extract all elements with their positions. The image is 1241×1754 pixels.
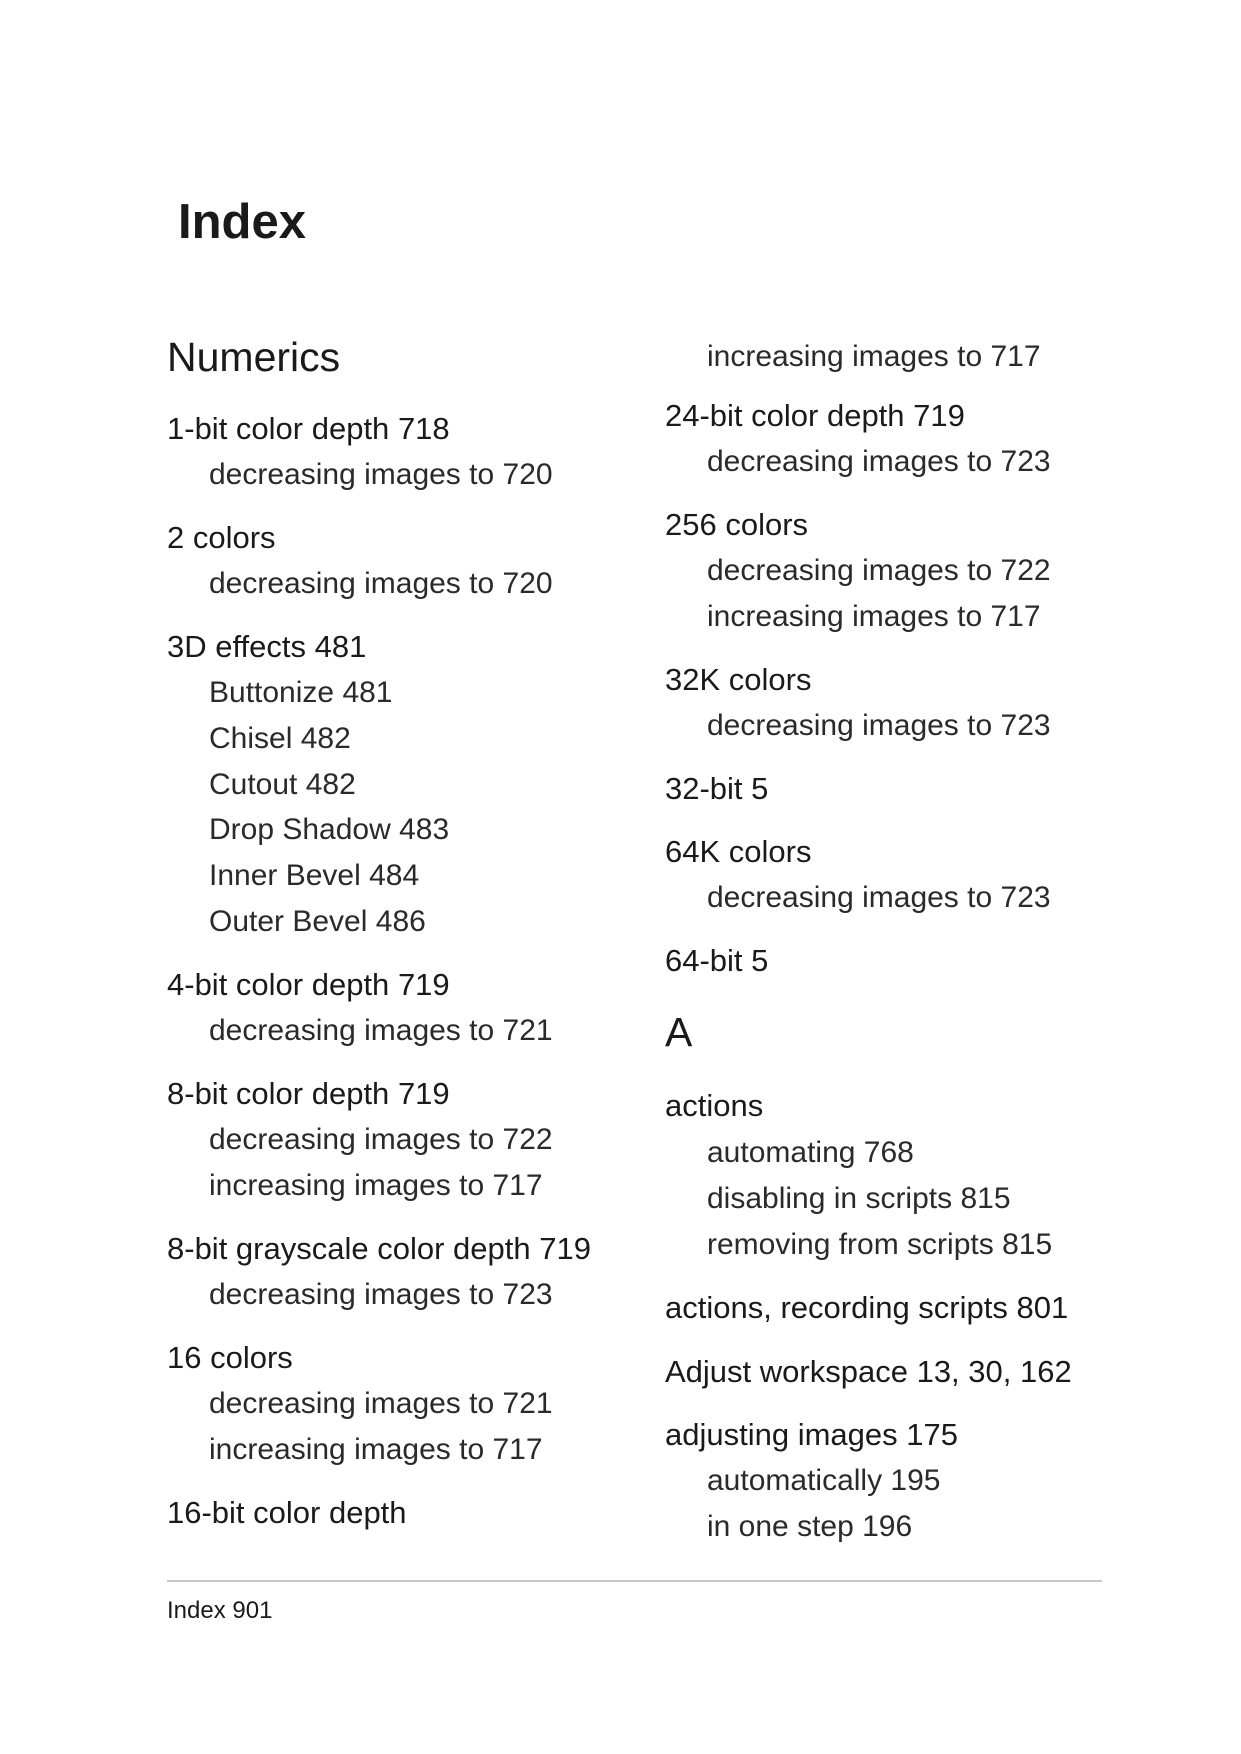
index-entry <box>665 509 808 540</box>
entry-term: actions, recording scripts <box>665 1290 1008 1325</box>
page-footer <box>167 1599 272 1623</box>
index-entry <box>665 1292 1068 1323</box>
index-subentry <box>209 861 419 891</box>
entry-pages: 723 <box>1000 881 1051 914</box>
index-subentry <box>707 447 1051 477</box>
entry-term: adjusting images <box>665 1417 898 1452</box>
entry-pages: 717 <box>492 1433 543 1466</box>
entry-pages: 719 <box>397 967 450 1002</box>
entry-pages: 481 <box>314 629 367 664</box>
entry-term: increasing images to <box>707 340 983 373</box>
entry-pages: 721 <box>502 1387 553 1420</box>
entry-term: 16 colors <box>167 1340 293 1375</box>
entry-term: 1-bit color depth <box>167 411 390 446</box>
index-entry <box>167 1342 293 1373</box>
index-entry <box>167 1078 450 1109</box>
index-entry <box>665 664 811 695</box>
index-subentry <box>209 1389 553 1419</box>
entry-term: actions <box>665 1088 764 1123</box>
index-subentry <box>209 770 356 800</box>
entry-term: Inner Bevel <box>209 859 361 892</box>
entry-pages: 482 <box>300 722 351 755</box>
entry-term: 3D effects <box>167 629 307 664</box>
entry-term: increasing images to <box>209 1433 485 1466</box>
entry-term: in one step <box>707 1510 854 1543</box>
footer-page-number: 901 <box>232 1597 273 1624</box>
entry-pages: 196 <box>862 1510 913 1543</box>
index-entry <box>665 400 965 431</box>
entry-term: 2 colors <box>167 520 276 555</box>
entry-term: decreasing images to <box>209 567 495 600</box>
entry-term: Adjust workspace <box>665 1354 908 1389</box>
entry-pages: 175 <box>906 1417 958 1452</box>
index-subentry <box>707 711 1051 741</box>
index-entry <box>167 413 450 444</box>
entry-term: 32K colors <box>665 662 812 697</box>
index-entry <box>167 631 366 662</box>
entry-pages: 482 <box>305 768 356 801</box>
entry-pages: 719 <box>397 1076 450 1111</box>
index-subentry <box>209 1125 553 1155</box>
entry-term: decreasing images to <box>209 1014 495 1047</box>
entry-term: Outer Bevel <box>209 905 368 938</box>
entry-pages: 5 <box>751 943 769 978</box>
entry-term: 64-bit <box>665 943 743 978</box>
footer-label: Index <box>167 1597 226 1624</box>
index-entry <box>167 1497 407 1528</box>
entry-term: Numerics <box>167 334 341 380</box>
entry-term: increasing images to <box>209 1169 485 1202</box>
entry-pages: 815 <box>960 1182 1011 1215</box>
entry-term: Buttonize <box>209 676 335 709</box>
index-subentry <box>209 724 351 754</box>
entry-term: 4-bit color depth <box>167 967 390 1002</box>
entry-term: decreasing images to <box>209 1123 495 1156</box>
entry-pages: 719 <box>539 1231 591 1266</box>
index-subentry <box>707 602 1041 632</box>
entry-pages: 5 <box>751 771 769 806</box>
index-entry <box>665 1090 763 1121</box>
index-entry <box>167 969 450 1000</box>
entry-term: decreasing images to <box>707 881 993 914</box>
section-heading-a <box>665 1009 693 1055</box>
entry-term: 64K colors <box>665 834 812 869</box>
entry-term: Drop Shadow <box>209 813 391 846</box>
index-entry <box>665 945 768 976</box>
entry-pages: 720 <box>502 567 553 600</box>
entry-pages: 718 <box>397 411 450 446</box>
index-subentry <box>209 1280 553 1310</box>
entry-term: removing from scripts <box>707 1228 994 1261</box>
entry-term: Chisel <box>209 722 293 755</box>
footer-divider <box>167 1580 1102 1582</box>
entry-pages: 717 <box>492 1169 543 1202</box>
entry-term: 8-bit grayscale color depth <box>167 1231 531 1266</box>
index-subentry <box>209 815 449 845</box>
entry-term: decreasing images to <box>209 1278 495 1311</box>
entry-term: decreasing images to <box>707 709 993 742</box>
entry-pages: 486 <box>375 905 426 938</box>
index-entry <box>167 1233 591 1264</box>
index-subentry <box>209 569 553 599</box>
entry-pages: 721 <box>502 1014 553 1047</box>
entry-pages: 768 <box>863 1136 914 1169</box>
page-title: Index <box>178 195 306 249</box>
entry-pages: 815 <box>1002 1228 1053 1261</box>
entry-pages: 723 <box>502 1278 553 1311</box>
entry-pages: 801 <box>1016 1290 1069 1325</box>
index-subentry <box>209 460 553 490</box>
entry-pages: 720 <box>502 458 553 491</box>
index-subentry <box>209 678 393 708</box>
entry-term: 24-bit color depth <box>665 398 905 433</box>
index-subentry <box>209 907 426 937</box>
entry-term: automating <box>707 1136 856 1169</box>
index-entry <box>665 1356 1072 1387</box>
index-entry <box>167 522 276 553</box>
entry-pages: 722 <box>1000 554 1051 587</box>
index-entry <box>665 836 811 867</box>
entry-term: decreasing images to <box>707 554 993 587</box>
entry-term: decreasing images to <box>209 458 495 491</box>
entry-term: A <box>665 1009 693 1055</box>
entry-pages: 195 <box>890 1464 941 1497</box>
entry-term: automatically <box>707 1464 883 1497</box>
entry-pages: 481 <box>342 676 393 709</box>
index-subentry <box>707 1512 912 1542</box>
entry-pages: 723 <box>1000 445 1051 478</box>
entry-pages: 483 <box>399 813 450 846</box>
section-heading-numerics <box>167 334 341 380</box>
entry-term: decreasing images to <box>209 1387 495 1420</box>
index-subentry <box>209 1171 543 1201</box>
index-subentry <box>209 1016 553 1046</box>
entry-pages: 717 <box>990 340 1041 373</box>
entry-pages: 723 <box>1000 709 1051 742</box>
index-subentry <box>209 1435 543 1465</box>
entry-pages: 719 <box>913 398 965 433</box>
entry-pages: 722 <box>502 1123 553 1156</box>
entry-term: 256 colors <box>665 507 809 542</box>
index-entry <box>665 773 768 804</box>
entry-term: 32-bit <box>665 771 743 806</box>
entry-term: increasing images to <box>707 600 983 633</box>
entry-term: 8-bit color depth <box>167 1076 390 1111</box>
entry-pages: 717 <box>990 600 1041 633</box>
index-entry <box>665 1419 958 1450</box>
entry-term: 16-bit color depth <box>167 1495 407 1530</box>
index-subentry <box>707 1184 1011 1214</box>
index-subentry <box>707 342 1041 372</box>
index-subentry <box>707 1138 914 1168</box>
entry-term: decreasing images to <box>707 445 993 478</box>
entry-term: disabling in scripts <box>707 1182 953 1215</box>
entry-pages: 484 <box>369 859 420 892</box>
index-subentry <box>707 1466 940 1496</box>
index-subentry <box>707 1230 1052 1260</box>
entry-pages: 13, 30, 162 <box>916 1354 1072 1389</box>
entry-term: Cutout <box>209 768 298 801</box>
index-subentry <box>707 883 1051 913</box>
index-subentry <box>707 556 1051 586</box>
